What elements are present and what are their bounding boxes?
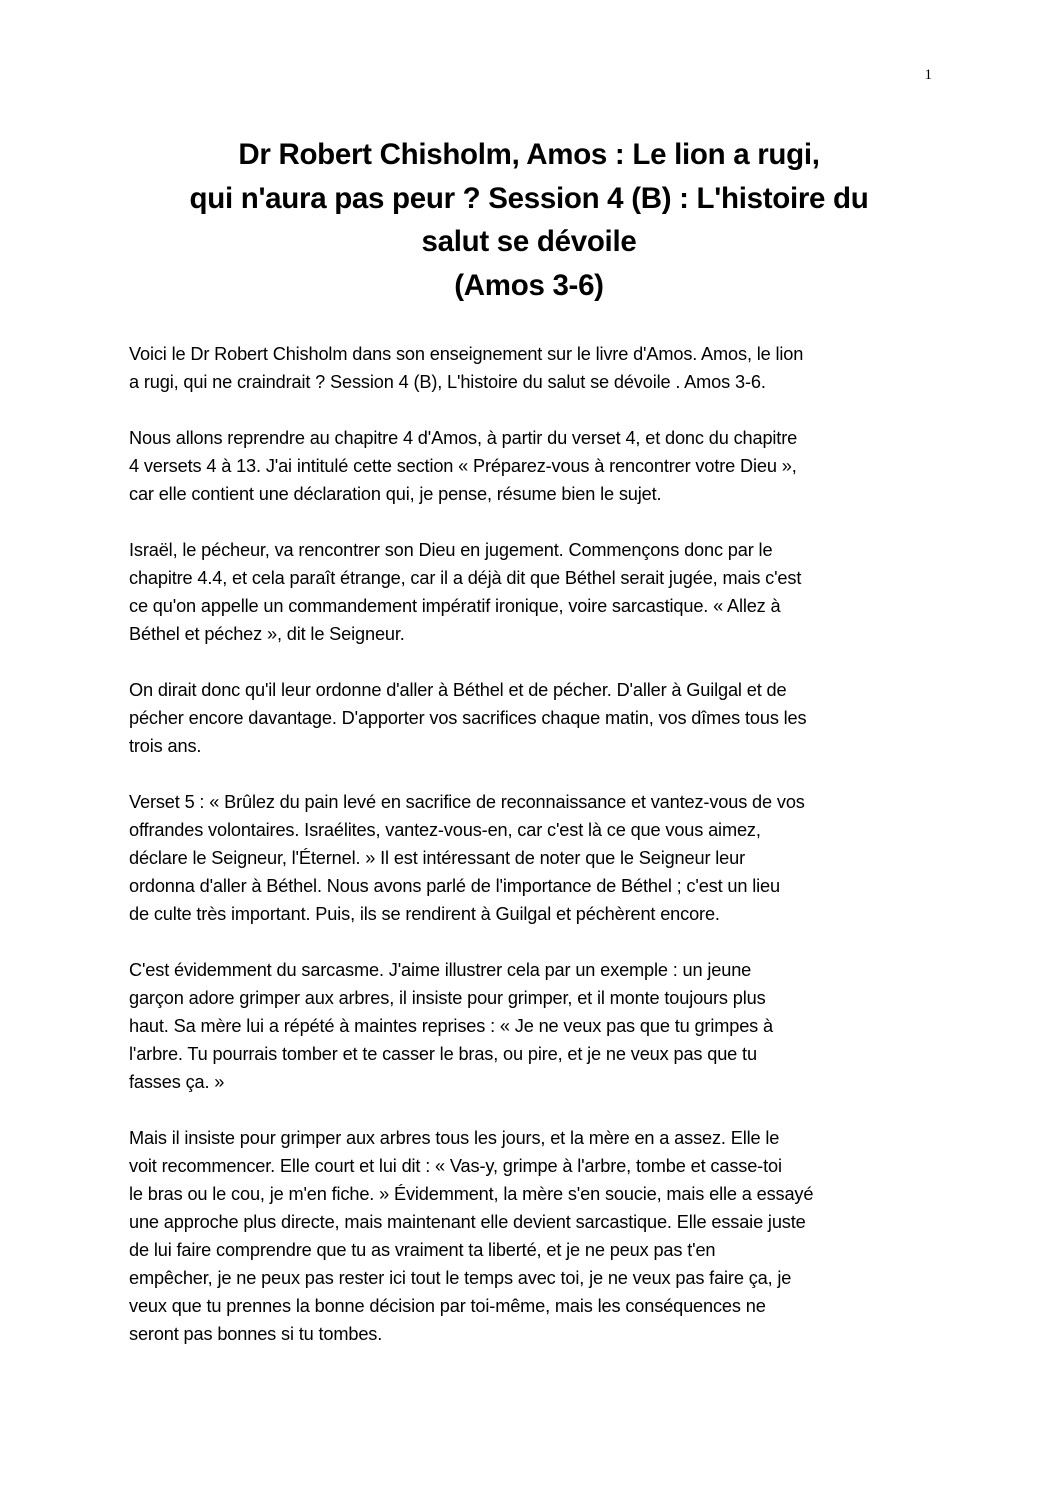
text-line: a rugi, qui ne craindrait ? Session 4 (B), L'histoire du salut se dévoile . Amos 3-6. bbox=[129, 372, 766, 392]
text-line: de culte très important. Puis, ils se rendirent à Guilgal et péchèrent encore. bbox=[129, 904, 720, 924]
title-line: (Amos 3-6) bbox=[454, 268, 604, 302]
text-line: chapitre 4.4, et cela paraît étrange, car il a déjà dit que Béthel serait jugée, mais c'est bbox=[129, 568, 802, 588]
text-line: Israël, le pécheur, va rencontrer son Dieu en jugement. Commençons donc par le bbox=[129, 540, 773, 560]
text-line: Verset 5 : « Brûlez du pain levé en sacrifice de reconnaissance et vantez-vous de vos bbox=[129, 792, 805, 812]
text-line: Mais il insiste pour grimper aux arbres tous les jours, et la mère en a assez. Elle le bbox=[129, 1128, 780, 1148]
title-line: qui n'aura pas peur ? Session 4 (B) : L'histoire du bbox=[189, 181, 869, 215]
text-line: l'arbre. Tu pourrais tomber et te casser le bras, ou pire, et je ne veux pas que tu bbox=[129, 1044, 757, 1064]
title-line: Dr Robert Chisholm, Amos : Le lion a rugi, bbox=[238, 138, 820, 171]
text-line: ordonna d'aller à Béthel. Nous avons parlé de l'importance de Béthel ; c'est un lieu bbox=[129, 876, 780, 896]
text-line: On dirait donc qu'il leur ordonne d'aller à Béthel et de pécher. D'aller à Guilgal et de bbox=[129, 680, 787, 700]
paragraph-chapter-4 bbox=[129, 424, 939, 508]
paragraph-intro bbox=[129, 340, 939, 396]
paragraph-israel-judgment bbox=[129, 536, 939, 648]
text-line: le bras ou le cou, je m'en fiche. » Évidemment, la mère s'en soucie, mais elle a essayé bbox=[129, 1184, 814, 1204]
text-line: pécher encore davantage. D'apporter vos sacrifices chaque matin, vos dîmes tous les bbox=[129, 708, 807, 728]
title-line: salut se dévoile bbox=[421, 225, 637, 258]
text-line: de lui faire comprendre que tu as vraiment ta liberté, et je ne peux pas t'en bbox=[129, 1240, 716, 1260]
text-line: car elle contient une déclaration qui, je pense, résume bien le sujet. bbox=[129, 484, 662, 504]
paragraph-sarcasm-example bbox=[129, 956, 939, 1096]
paragraph-verse-5 bbox=[129, 788, 939, 928]
text-line: empêcher, je ne peux pas rester ici tout le temps avec toi, je ne veux pas faire ça, je bbox=[129, 1268, 792, 1288]
text-line: Voici le Dr Robert Chisholm dans son enseignement sur le livre d'Amos. Amos, le lion bbox=[129, 344, 804, 364]
text-line: trois ans. bbox=[129, 736, 202, 756]
paragraph-mother-sarcastic bbox=[129, 1124, 939, 1348]
text-line: déclare le Seigneur, l'Éternel. » Il est intéressant de noter que le Seigneur leur bbox=[129, 848, 745, 868]
text-line: seront pas bonnes si tu tombes. bbox=[129, 1324, 383, 1344]
text-line: ce qu'on appelle un commandement impératif ironique, voire sarcastique. « Allez à bbox=[129, 596, 781, 616]
text-line: Nous allons reprendre au chapitre 4 d'Amos, à partir du verset 4, et donc du chapitre bbox=[129, 428, 798, 448]
text-line: veux que tu prennes la bonne décision par toi-même, mais les conséquences ne bbox=[129, 1296, 766, 1316]
text-line: voit recommencer. Elle court et lui dit : « Vas-y, grimpe à l'arbre, tombe et casse-toi bbox=[129, 1156, 782, 1176]
paragraph-bethel-guilgal bbox=[129, 676, 939, 760]
page-number: 1 bbox=[924, 67, 932, 83]
text-line: garçon adore grimper aux arbres, il insiste pour grimper, et il monte toujours plus bbox=[129, 988, 766, 1008]
text-line: 4 versets 4 à 13. J'ai intitulé cette section « Préparez-vous à rencontrer votre Dieu », bbox=[129, 456, 797, 476]
text-line: haut. Sa mère lui a répété à maintes reprises : « Je ne veux pas que tu grimpes à bbox=[129, 1016, 773, 1036]
text-line: Béthel et péchez », dit le Seigneur. bbox=[129, 624, 405, 644]
text-line: fasses ça. » bbox=[129, 1072, 225, 1092]
document-title bbox=[100, 133, 958, 307]
document-body bbox=[129, 340, 939, 1376]
text-line: une approche plus directe, mais maintenant elle devient sarcastique. Elle essaie juste bbox=[129, 1212, 806, 1232]
text-line: offrandes volontaires. Israélites, vantez-vous-en, car c'est là ce que vous aimez, bbox=[129, 820, 761, 840]
text-line: C'est évidemment du sarcasme. J'aime illustrer cela par un exemple : un jeune bbox=[129, 960, 752, 980]
